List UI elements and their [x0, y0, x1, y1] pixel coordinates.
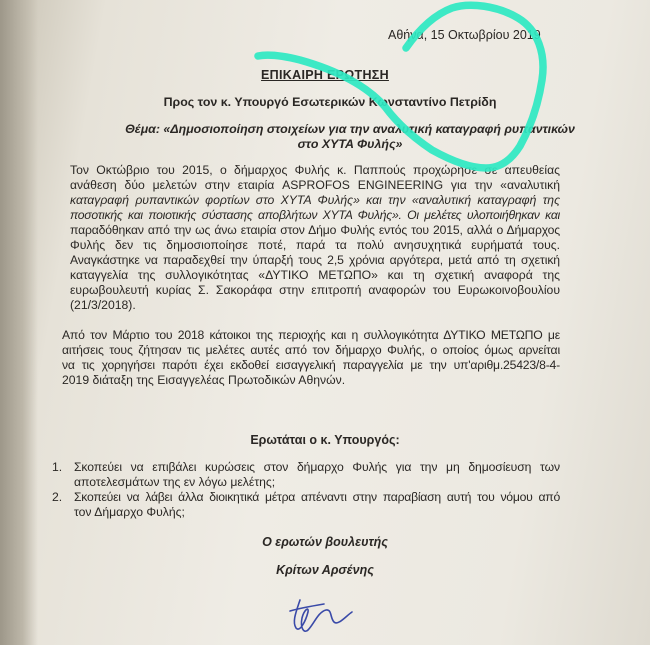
question-text: Σκοπεύει να λάβει άλλα διοικητικά μέτρα απέναντι στην παραβίαση αυτή του νόμου από	[74, 490, 560, 504]
subject-line-2: στο ΧΥΤΑ Φυλής»	[297, 137, 403, 151]
mp-name: Κρίτων Αρσένης	[276, 563, 374, 577]
paragraph-line: Αναγκάστηκε να παραδεχθεί την ύπαρξή τους 2,5 χρόνια αργότερα, μετά από τη σχετική	[70, 253, 560, 267]
paragraph-line: (21/3/2018).	[70, 298, 136, 312]
green-marker-loop	[258, 5, 543, 168]
signoff-line: Ο ερωτών βουλευτής	[262, 535, 388, 549]
subject-line-1: Θέμα: «Δημοσιοποίηση στοιχείων για την αναλυτική καταγραφή ρυπαντικών	[125, 122, 575, 136]
question-heading: Ερωτάται ο κ. Υπουργός:	[250, 433, 400, 447]
question-text: αποτελεσμάτων της εν λόγω μελέτης;	[74, 475, 276, 489]
recipient-line: Προς τον κ. Υπουργό Εσωτερικών Κωνσταντίνο Πετρίδη	[163, 95, 497, 109]
paragraph-line: να τις χορηγήσει παρότι έχει εκδοθεί εισαγγελική παραγγελία με την υπ'αριθμ.25423/8-4-	[62, 358, 560, 372]
paragraph-line: καταγραφή ρυπαντικών φορτίων στο ΧΥΤΑ Φυλής» και την «αναλυτική καταγραφή της	[70, 193, 560, 207]
paragraph-line: καταγγελία της συλλογικότητας «ΔΥΤΙΚΟ ΜΕΤΩΠΟ» και τη σχετική αναφορά της	[70, 268, 560, 282]
handwritten-signature	[290, 600, 352, 631]
document-heading: ΕΠΙΚΑΙΡΗ ΕΡΩΤΗΣΗ	[261, 68, 389, 82]
question-number: 2.	[52, 490, 63, 504]
paragraph-line: Από τον Μάρτιο του 2018 κάτοικοι της περιοχής και η συλλογικότητα ΔΥΤΙΚΟ ΜΕΤΩΠΟ με	[62, 328, 560, 342]
paragraph-line: ανάθεση δύο μελετών στην εταιρία ASPROFOS ENGINEERING για την «αναλυτική	[70, 178, 560, 192]
paragraph-line: αιτήσεις τους ζήτησαν τις μελέτες αυτές από τον δήμαρχο Φυλής, ο οποίος όμως αρνείται	[62, 343, 560, 357]
paragraph-line: ποσοτικής και ποιοτικής σύστασης αποβλήτων ΧΥΤΑ Φυλής». Οι μελέτες υλοποιήθηκαν και	[70, 208, 560, 222]
document-date: Αθήνα, 15 Οκτωβρίου 2019	[388, 28, 541, 42]
paragraph-line: 2019 διάταξη της Εισαγγελέας Πρωτοδικών Αθηνών.	[62, 373, 346, 387]
question-text: Σκοπεύει να επιβάλει κυρώσεις στον δήμαρχο Φυλής για την μη δημοσίευση των	[74, 460, 560, 474]
paragraph-line: ευρωβουλευτή κυρίας Σ. Σακοράφα στην επιτροπή αναφορών του Ευρωκοινοβουλίου	[70, 283, 560, 297]
question-number: 1.	[52, 460, 63, 474]
paragraph-line: Φυλής δεν τις δημοσιοποίησε ποτέ, παρά τα πολύ ανησυχητικά ευρήματά τους.	[70, 238, 560, 252]
paragraph-line: παραδόθηκαν από την ως άνω εταιρία στον Δήμο Φυλής εντός του 2015, αλλά ο Δήμαρχος	[70, 223, 560, 237]
paragraph-line: Τον Οκτώβριο του 2015, ο δήμαρχος Φυλής κ. Παππούς προχώρησε σε απευθείας	[70, 163, 560, 177]
question-text: τον Δήμαρχο Φυλής;	[74, 505, 185, 519]
